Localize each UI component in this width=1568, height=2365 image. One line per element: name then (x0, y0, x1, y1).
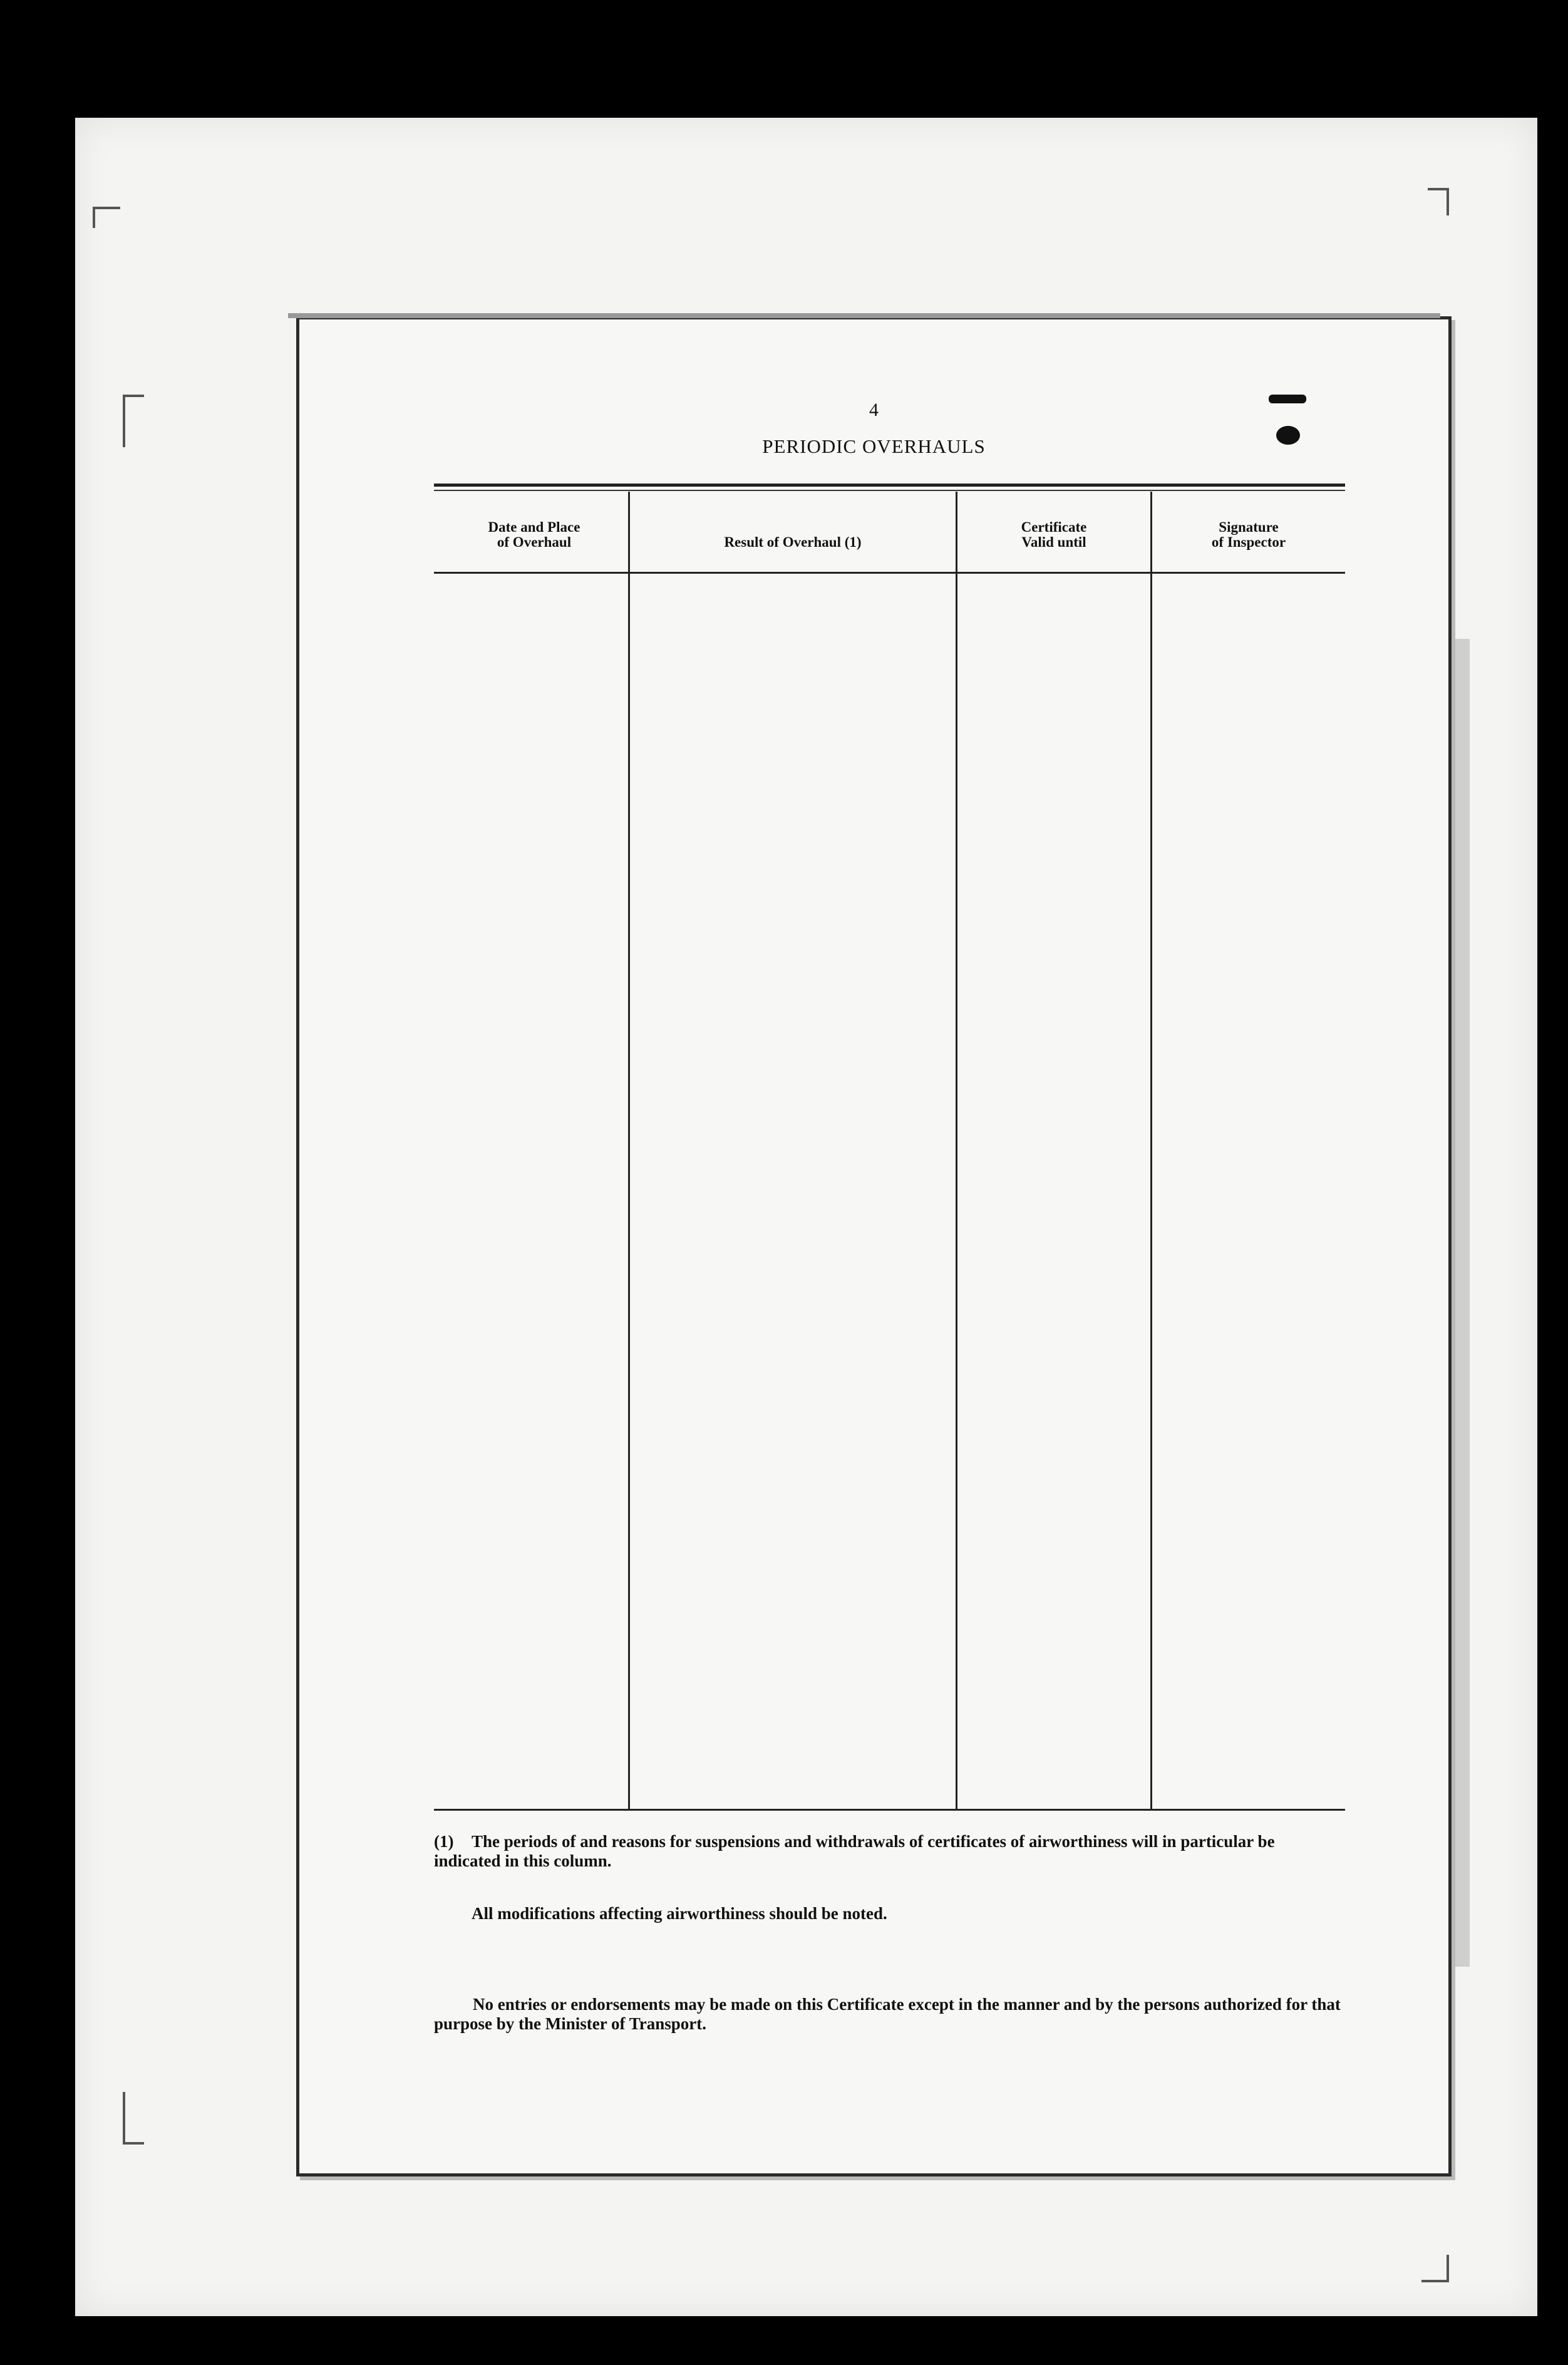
column-header-result: Result of Overhaul (1) (724, 534, 862, 550)
page-number: 4 (869, 400, 879, 420)
table-top-rule (434, 484, 1345, 487)
page-title: PERIODIC OVERHAULS (762, 435, 986, 457)
crop-mark (1421, 2255, 1449, 2282)
crop-mark (93, 207, 120, 228)
footnote (434, 1832, 1345, 1871)
ink-blot (1269, 395, 1306, 403)
entries-note: No entries or endorsements may be made on this Certificate except in the manner and by the persons authorized for that purpose by the Minister of Transport. (434, 1995, 1341, 2033)
ink-blot (1276, 426, 1300, 445)
footnote-marker: (1) (434, 1832, 454, 1851)
column-header-date-place: Date and Place of Overhaul (488, 519, 580, 550)
crop-mark (123, 2092, 144, 2145)
table-header-rule (434, 572, 1345, 574)
footnote-text: The periods of and reasons for suspensions and withdrawals of certificates of airworthiness will in particular be indicated in this column. (434, 1832, 1275, 1870)
crop-mark (123, 395, 144, 447)
table-top-rule-thin (434, 490, 1345, 491)
column-divider (956, 492, 957, 1809)
table-bottom-rule (434, 1809, 1345, 1811)
column-header-certificate: Certificate Valid until (1021, 519, 1087, 550)
column-divider (628, 492, 630, 1809)
crop-mark (1428, 188, 1449, 215)
document-page (296, 316, 1452, 2176)
underlying-page-edge (1452, 639, 1470, 1967)
column-header-signature: Signature of Inspector (1211, 519, 1286, 550)
column-divider (1150, 492, 1152, 1809)
modifications-note: All modifications affecting airworthiness should be noted. (472, 1904, 887, 1923)
